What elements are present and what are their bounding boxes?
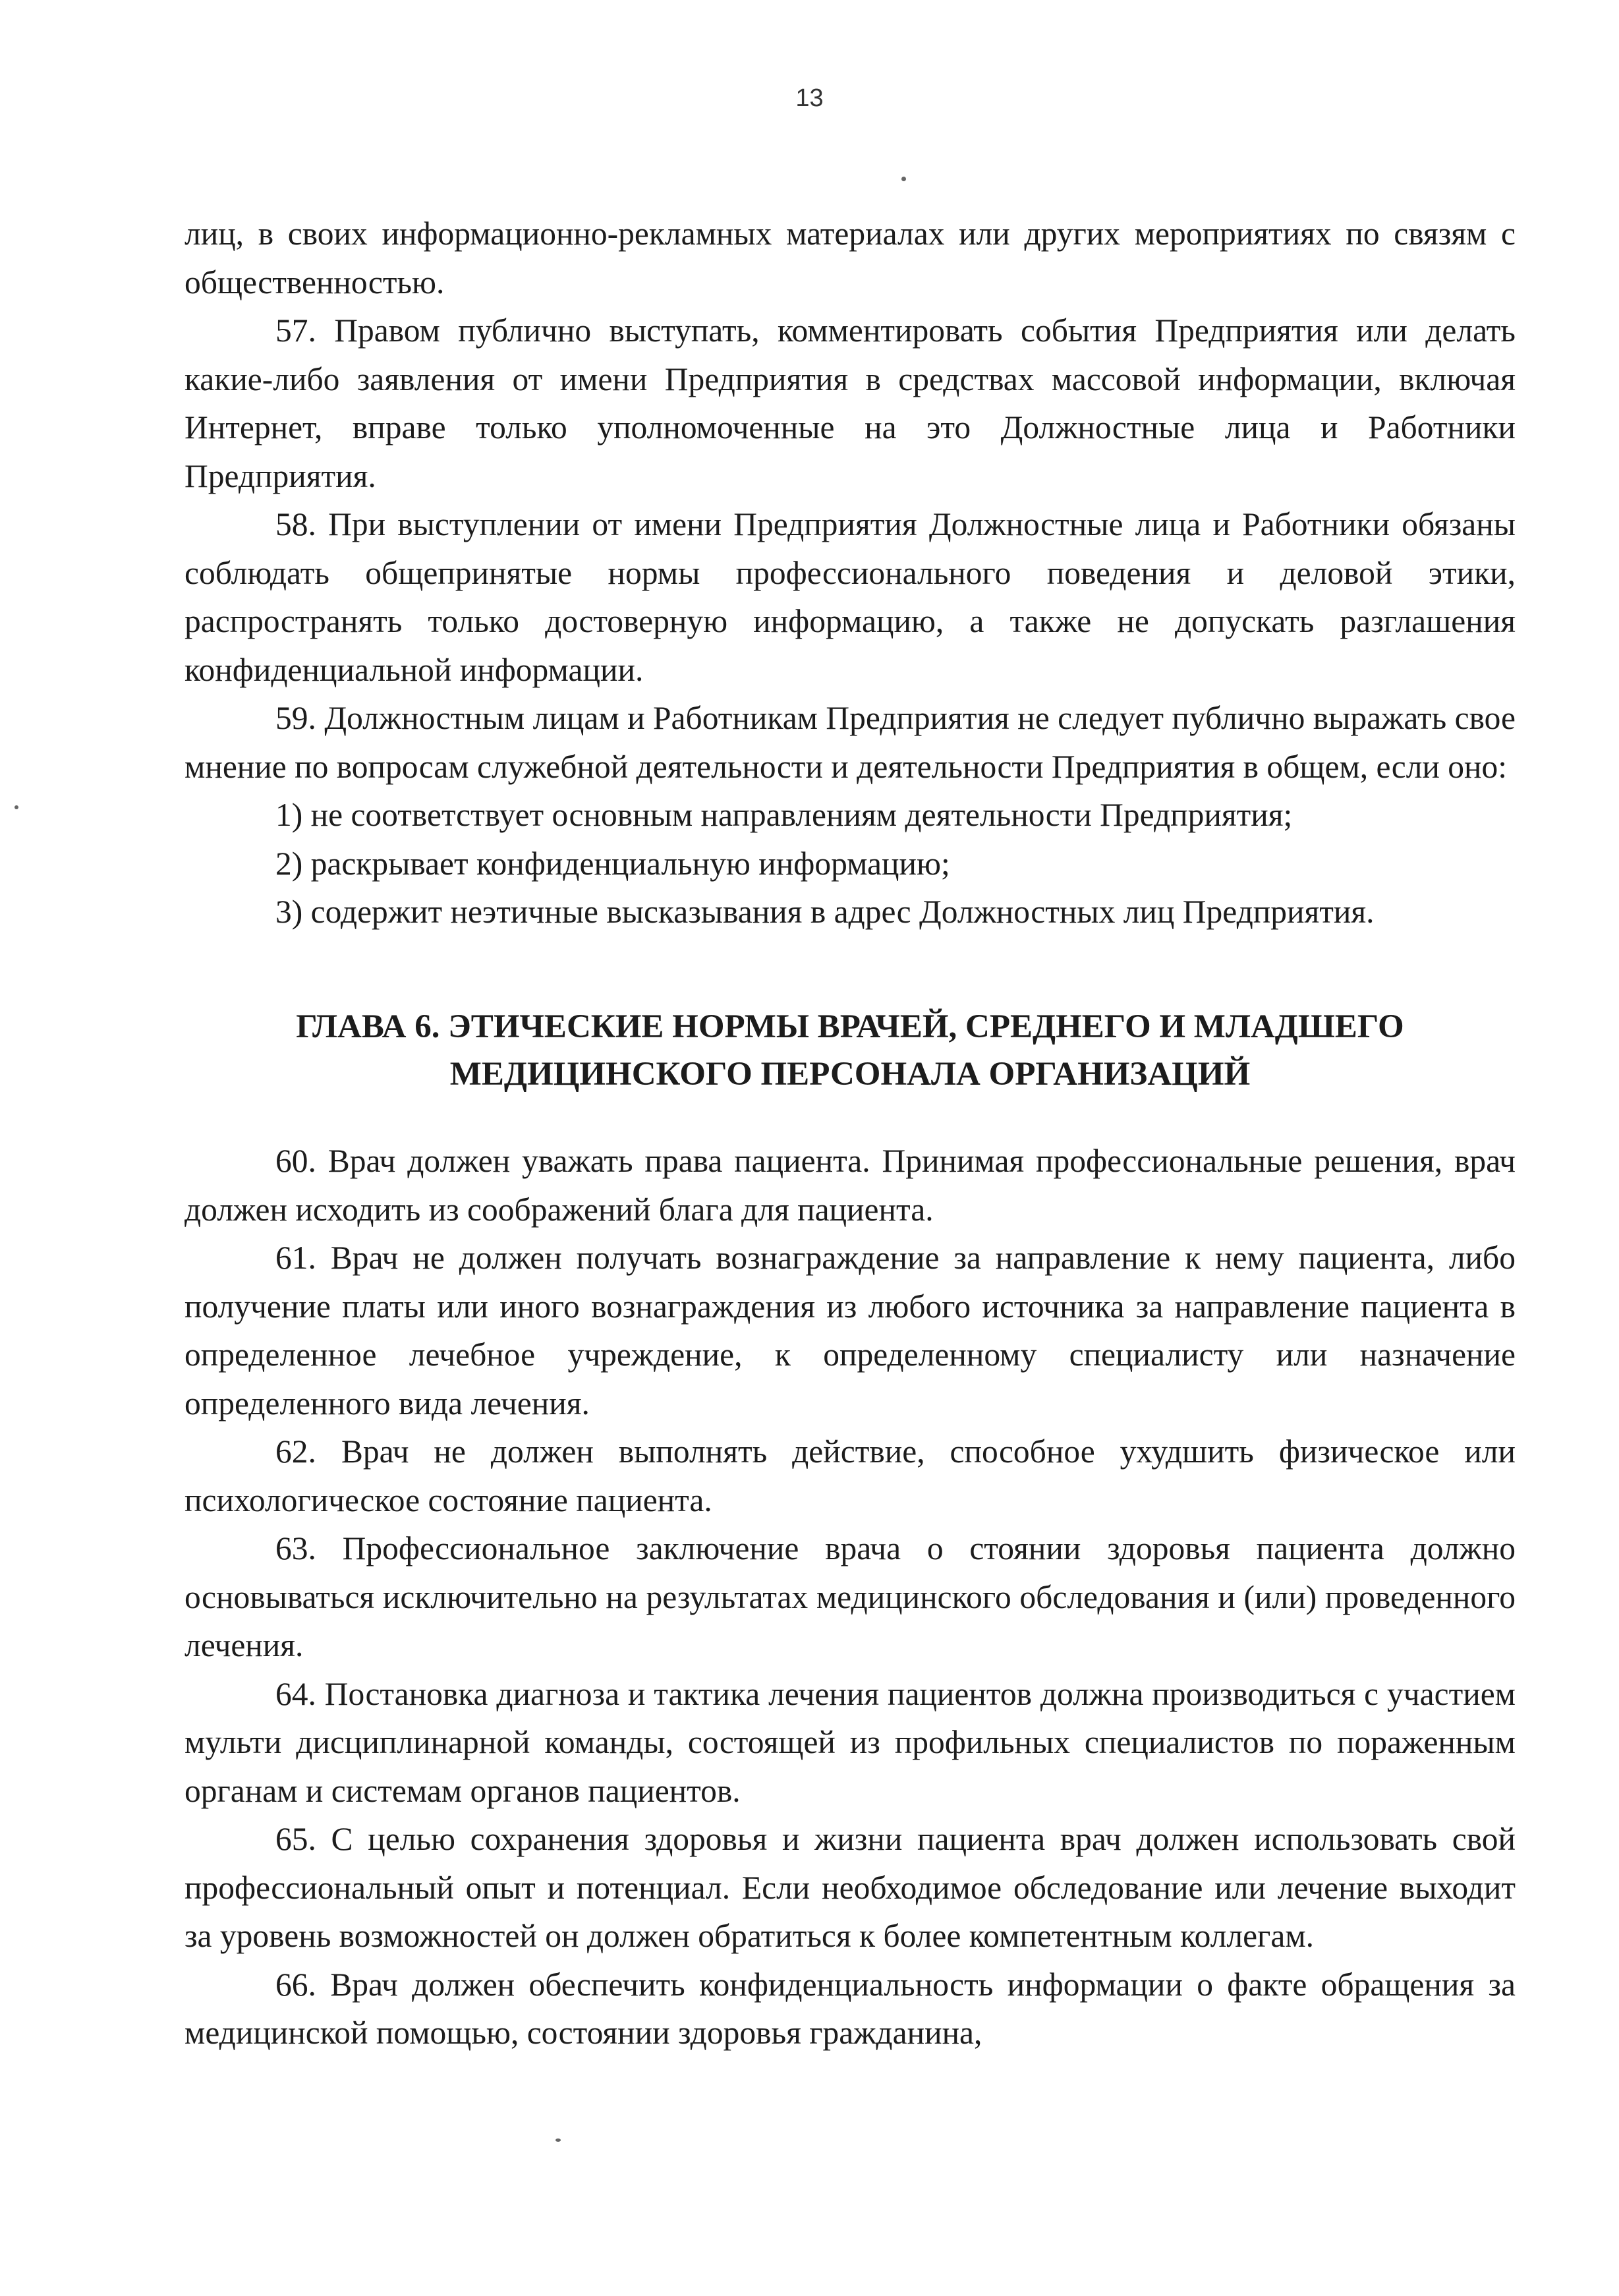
- paragraph: 57. Правом публично выступать, комментировать события Предприятия или делать какие-либо заявления от имени Предприятия в средствах массовой информации, включая Интернет, вправе только уполномоченные на это Должностные лица и Работники Предприятия.: [185, 312, 1516, 494]
- paragraph: лиц, в своих информационно-рекламных материалах или других мероприятиях по связям с общественностью.: [185, 215, 1516, 301]
- paragraph: 60. Врач должен уважать права пациента. Принимая профессиональные решения, врач должен исходить из соображений блага для пациента.: [185, 1143, 1516, 1228]
- chapter-heading-line-1: ГЛАВА 6. ЭТИЧЕСКИЕ НОРМЫ ВРАЧЕЙ, СРЕДНЕГО И МЛАДШЕГО: [296, 1008, 1404, 1045]
- paragraph: 3) содержит неэтичные высказывания в адрес Должностных лиц Предприятия.: [275, 894, 1375, 930]
- chapter-heading-line-2: МЕДИЦИНСКОГО ПЕРСОНАЛА ОРГАНИЗАЦИЙ: [449, 1056, 1251, 1093]
- paragraph: 64. Постановка диагноза и тактика лечения пациентов должна производиться с участием мульти дисциплинарной команды, состоящей из профильных специалистов по пораженным органам и системам органов пациентов.: [185, 1675, 1516, 1809]
- scan-speck: [555, 2138, 561, 2142]
- paragraph: 61. Врач не должен получать вознаграждение за направление к нему пациента, либо получение платы или иного вознаграждения из любого источника за направление пациента в определенное лечебное учреждение, к определенному специалисту или назначение определенного вида лечения.: [185, 1240, 1516, 1421]
- text-block-bottom: [185, 1137, 1516, 2057]
- paragraph: 59. Должностным лицам и Работникам Предприятия не следует публично выражать свое мнение по вопросам служебной деятельности и деятельности Предприятия в общем, если оно:: [185, 700, 1516, 785]
- scan-speck: [14, 805, 18, 809]
- page-number: 13: [795, 84, 824, 112]
- paragraph: 63. Профессиональное заключение врача о стоянии здоровья пациента должно основываться исключительно на результатах медицинского обследования и (или) проведенного лечения.: [185, 1530, 1516, 1663]
- paragraph: 58. При выступлении от имени Предприятия Должностные лица и Работники обязаны соблюдать общепринятые нормы профессионального поведения и деловой этики, распространять только достоверную информацию, а также не допускать разглашения конфиденциальной информации.: [185, 506, 1516, 688]
- paragraph: 62. Врач не должен выполнять действие, способное ухудшить физическое или психологическое состояние пациента.: [185, 1433, 1516, 1518]
- paragraph: 65. С целью сохранения здоровья и жизни пациента врач должен использовать свой профессиональный опыт и потенциал. Если необходимое обследование или лечение выходит за уровень возможностей он должен обратиться к более компетентным коллегам.: [185, 1821, 1516, 1954]
- scan-speck: [901, 177, 906, 181]
- chapter-heading: [185, 1003, 1516, 1098]
- paragraph: 66. Врач должен обеспечить конфиденциальность информации о факте обращения за медицинской помощью, состоянии здоровья гражданина,: [185, 1966, 1516, 2051]
- paragraph: 2) раскрывает конфиденциальную информацию;: [275, 845, 950, 882]
- paragraph: 1) не соответствует основным направлениям деятельности Предприятия;: [275, 797, 1293, 833]
- text-block-top: [185, 210, 1516, 936]
